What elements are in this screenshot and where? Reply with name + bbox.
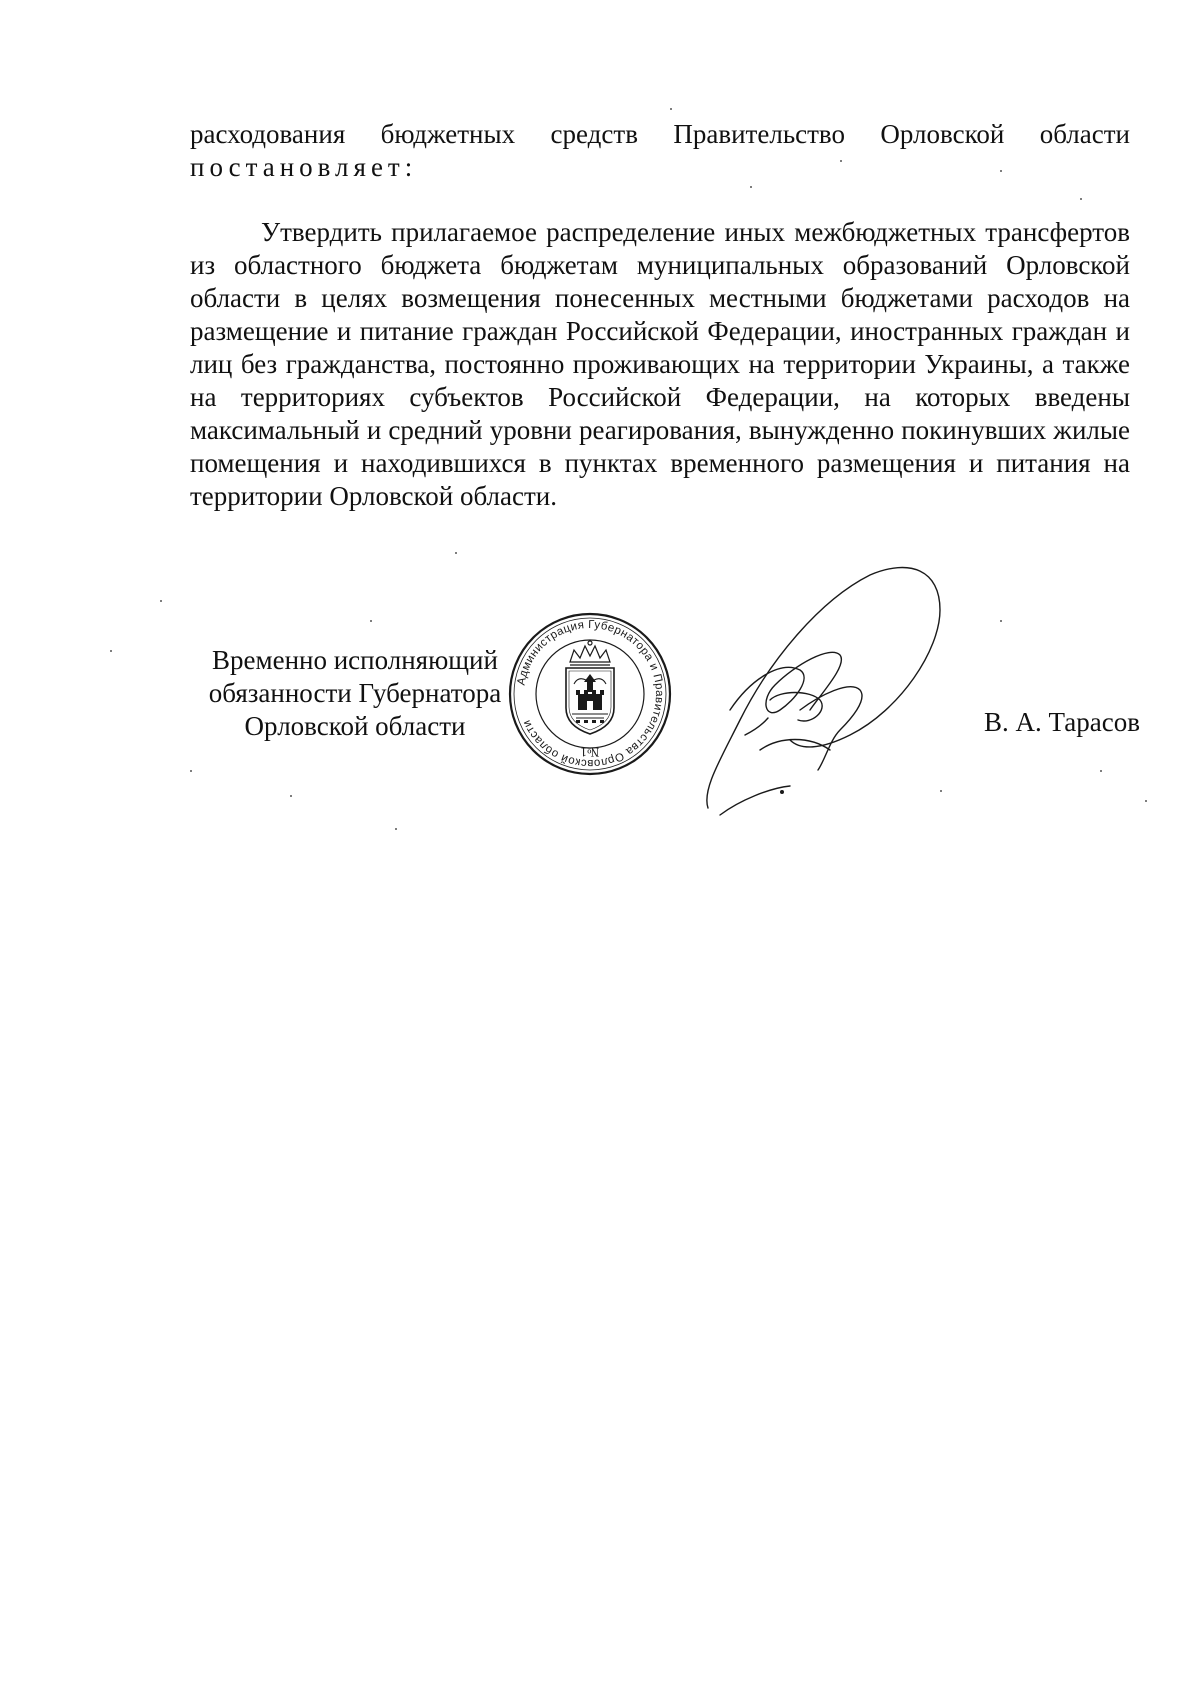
intro-line-2: постановляет: bbox=[190, 152, 418, 182]
intro-line-1: расходования бюджетных средств Правительство Орловской области bbox=[190, 119, 1130, 149]
signatory-title-line-3: Орловской области bbox=[244, 711, 466, 741]
scan-speck bbox=[290, 795, 292, 797]
scan-speck bbox=[940, 790, 942, 792]
signatory-name: В. А. Тарасов bbox=[983, 707, 1140, 737]
scan-speck bbox=[1100, 770, 1102, 772]
signatory-title bbox=[200, 644, 510, 743]
scan-speck bbox=[190, 770, 192, 772]
coat-of-arms-icon bbox=[506, 610, 674, 778]
scan-speck bbox=[1080, 198, 1082, 200]
signatory-title-line-1: Временно исполняющий bbox=[212, 645, 498, 675]
scan-speck bbox=[455, 552, 457, 554]
scan-speck bbox=[160, 600, 162, 602]
scan-speck bbox=[750, 186, 752, 188]
scan-speck bbox=[110, 650, 112, 652]
scan-speck bbox=[370, 620, 372, 622]
scan-speck bbox=[1000, 170, 1002, 172]
handwritten-signature-icon bbox=[700, 560, 960, 820]
scan-speck bbox=[670, 108, 672, 110]
signatory-title-line-2: обязанности Губернатора bbox=[208, 678, 502, 708]
svg-text:Администрация Губернатора и Пр: Администрация Губернатора и Правительства Орловской области bbox=[515, 618, 666, 770]
scan-speck bbox=[840, 160, 842, 162]
resolution-paragraph: Утвердить прилагаемое распределение иных межбюджетных трансфертов из областного бюджета бюджетам муниципальных образований Орловской области в целях возмещения понесенных местными бюджетами расходов на размещение и питание граждан Российской Федерации, иностранных граждан и лиц без гражданства, постоянно проживающих на территории Украины, а также на территориях субъектов Российской Федерации, на которых введены максимальный и средний уровни реагирования, вынужденно покинувших жилые помещения и находившихся в пунктах временного размещения и питания на территории Орловской области. bbox=[190, 217, 1130, 511]
handwritten-signature bbox=[700, 560, 960, 820]
official-seal bbox=[506, 610, 674, 778]
scan-speck bbox=[1145, 800, 1147, 802]
scan-speck bbox=[395, 828, 397, 830]
intro-paragraph bbox=[190, 118, 1130, 184]
scan-speck bbox=[1000, 620, 1002, 622]
svg-text:№1: №1 bbox=[580, 745, 600, 760]
